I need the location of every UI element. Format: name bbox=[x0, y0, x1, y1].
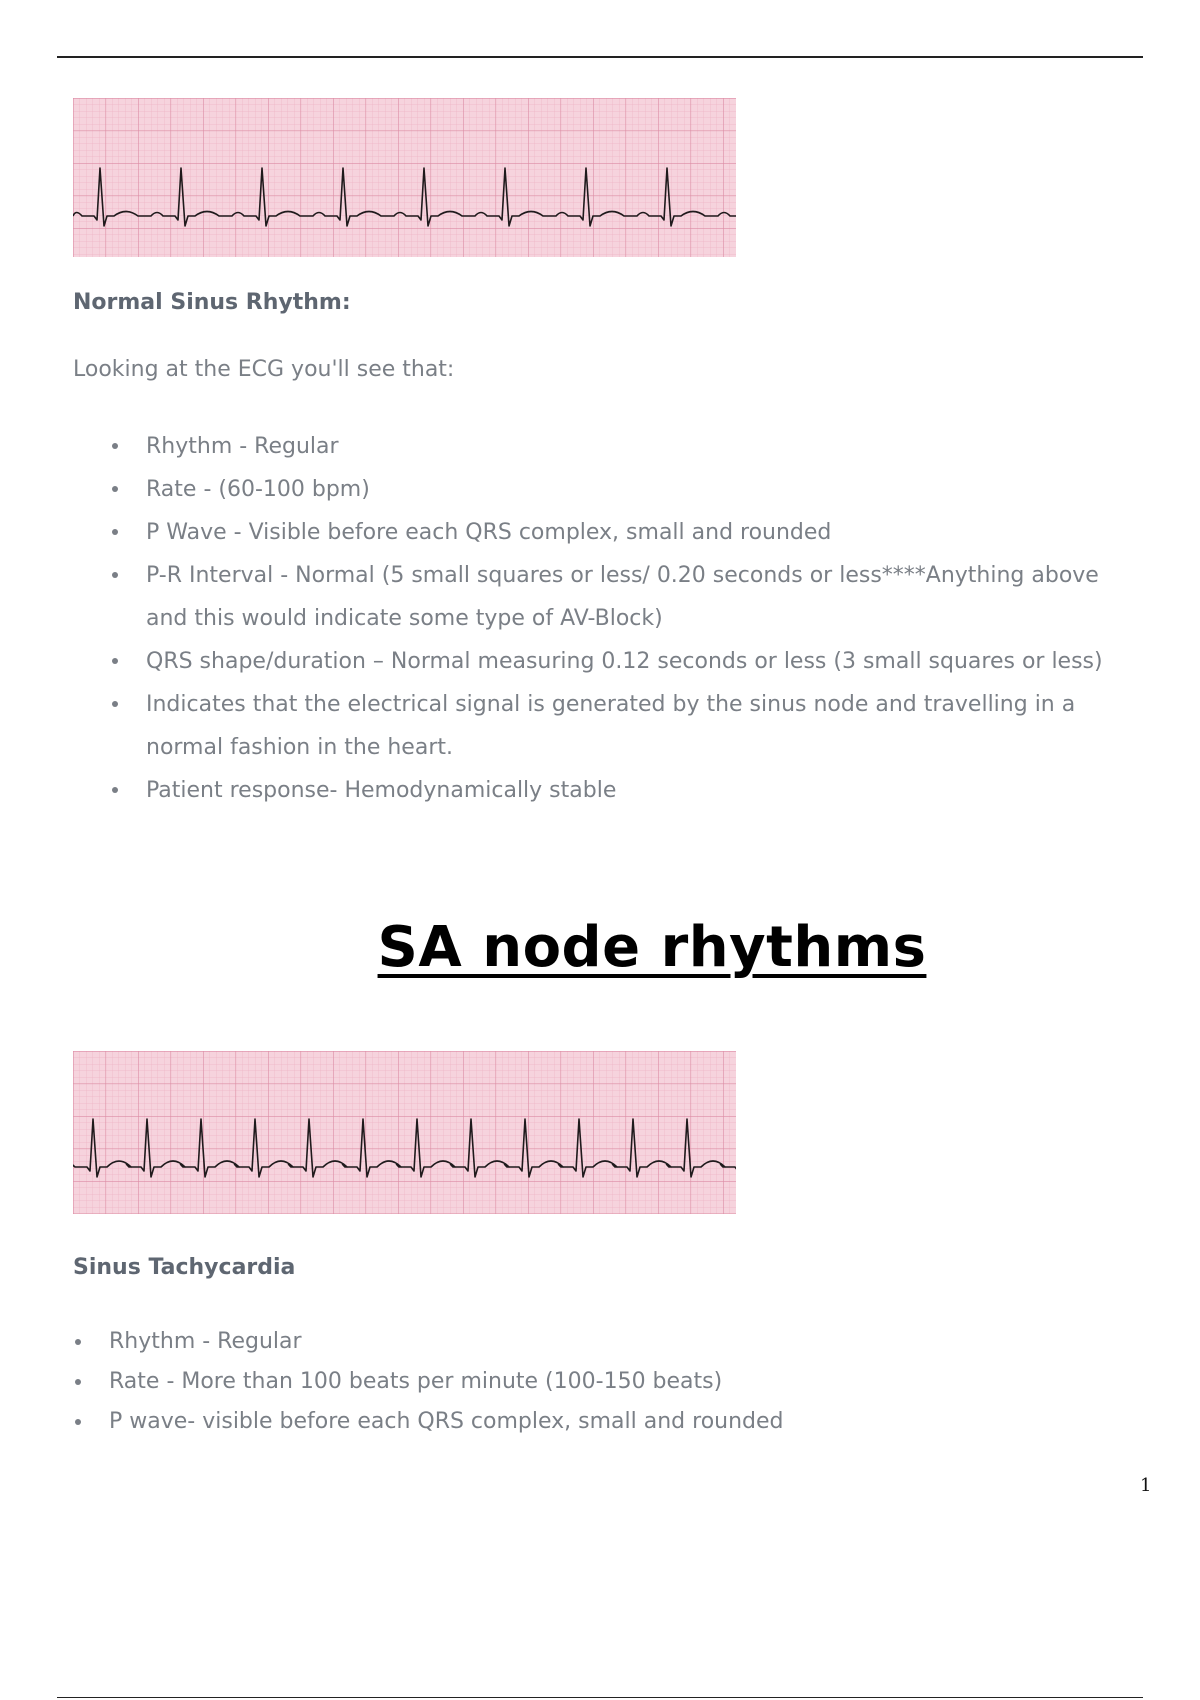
bullet-icon bbox=[112, 572, 118, 578]
section-heading-normal-sinus-rhythm: Normal Sinus Rhythm: bbox=[73, 290, 351, 315]
ecg-grid bbox=[73, 98, 736, 257]
section-heading-sinus-tachycardia: Sinus Tachycardia bbox=[73, 1255, 296, 1280]
list-item-text: QRS shape/duration – Normal measuring 0.12 seconds or less (3 small squares or less) bbox=[146, 649, 1103, 674]
bullet-icon bbox=[112, 658, 118, 664]
footer-rule bbox=[57, 1697, 1143, 1698]
list-item-text: P-R Interval - Normal (5 small squares or less/ 0.20 seconds or less****Anything above and this would indicate some type of AV-Block) bbox=[146, 563, 1099, 631]
list-item bbox=[146, 511, 1136, 554]
list-item bbox=[146, 554, 1136, 640]
list-item-text: Rhythm - Regular bbox=[146, 434, 339, 459]
list-item bbox=[146, 425, 1136, 468]
list-item bbox=[109, 1362, 1009, 1402]
ecg-strip-sinus-tachycardia-svg bbox=[73, 1051, 736, 1214]
page-title-text: SA node rhythms bbox=[377, 915, 927, 980]
normal-sinus-criteria-list bbox=[146, 425, 1136, 812]
list-item bbox=[146, 468, 1136, 511]
intro-text: Looking at the ECG you'll see that: bbox=[73, 357, 455, 382]
page-number: 1 bbox=[1140, 1475, 1152, 1496]
list-item-text: Rate - (60-100 bpm) bbox=[146, 477, 370, 502]
header-rule bbox=[57, 56, 1143, 58]
list-item-text: Rate - More than 100 beats per minute (100-150 beats) bbox=[109, 1369, 723, 1394]
bullet-icon bbox=[112, 787, 118, 793]
ecg-strip-normal-sinus-rhythm bbox=[73, 98, 736, 257]
ecg-strip-normal-sinus-svg bbox=[73, 98, 736, 257]
list-item bbox=[146, 640, 1136, 683]
bullet-icon bbox=[75, 1419, 81, 1425]
list-item bbox=[109, 1402, 1009, 1442]
list-item-text: Rhythm - Regular bbox=[109, 1329, 302, 1354]
list-item-text: P wave- visible before each QRS complex, small and rounded bbox=[109, 1409, 784, 1434]
list-item bbox=[146, 683, 1136, 769]
list-item-text: Indicates that the electrical signal is generated by the sinus node and travelling in a normal fashion in the heart. bbox=[146, 692, 1076, 760]
list-item bbox=[109, 1322, 1009, 1362]
bullet-icon bbox=[75, 1379, 81, 1385]
page-title bbox=[0, 915, 1200, 980]
bullet-icon bbox=[112, 486, 118, 492]
bullet-icon bbox=[75, 1339, 81, 1345]
sinus-tachycardia-criteria-list bbox=[109, 1322, 1009, 1442]
bullet-icon bbox=[112, 443, 118, 449]
bullet-icon bbox=[112, 701, 118, 707]
list-item-text: P Wave - Visible before each QRS complex, small and rounded bbox=[146, 520, 832, 545]
list-item bbox=[146, 769, 1136, 812]
ecg-strip-sinus-tachycardia bbox=[73, 1051, 736, 1214]
bullet-icon bbox=[112, 529, 118, 535]
list-item-text: Patient response- Hemodynamically stable bbox=[146, 778, 617, 803]
ecg-grid bbox=[73, 1051, 736, 1214]
